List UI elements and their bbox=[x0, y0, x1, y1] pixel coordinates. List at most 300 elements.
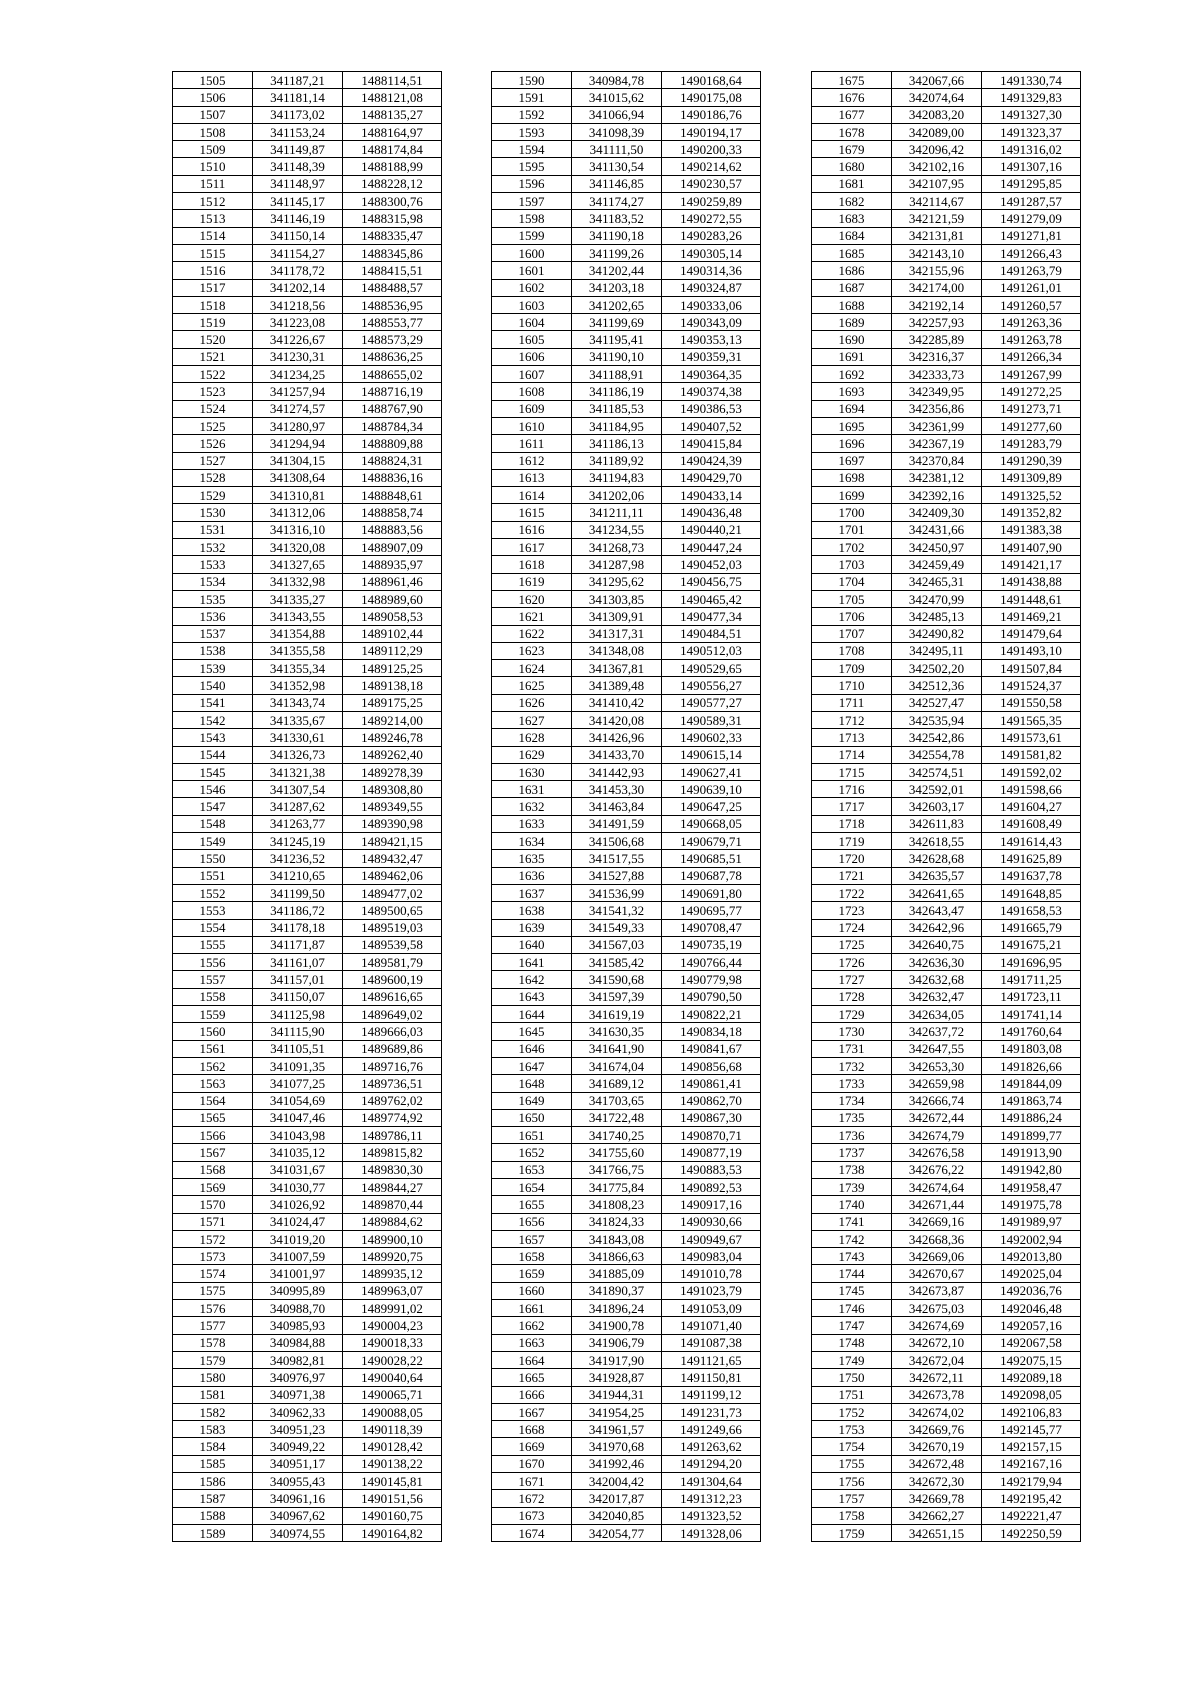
point-number-cell: 1670 bbox=[492, 1455, 572, 1472]
y-coordinate-cell: 1490436,48 bbox=[662, 504, 761, 521]
point-number-cell: 1642 bbox=[492, 971, 572, 988]
y-coordinate-cell: 1489390,98 bbox=[343, 815, 442, 832]
x-coordinate-cell: 342669,78 bbox=[892, 1490, 982, 1507]
x-coordinate-cell: 341015,62 bbox=[572, 89, 662, 106]
point-number-cell: 1744 bbox=[812, 1265, 892, 1282]
point-number-cell: 1572 bbox=[173, 1230, 253, 1247]
x-coordinate-cell: 341130,54 bbox=[572, 158, 662, 175]
y-coordinate-cell: 1492075,15 bbox=[982, 1351, 1081, 1368]
x-coordinate-cell: 342459,49 bbox=[892, 556, 982, 573]
point-number-cell: 1703 bbox=[812, 556, 892, 573]
y-coordinate-cell: 1490465,42 bbox=[662, 590, 761, 607]
point-number-cell: 1520 bbox=[173, 331, 253, 348]
y-coordinate-cell: 1490639,10 bbox=[662, 781, 761, 798]
x-coordinate-cell: 342096,42 bbox=[892, 141, 982, 158]
point-number-cell: 1700 bbox=[812, 504, 892, 521]
table-row bbox=[812, 954, 1081, 971]
x-coordinate-cell: 342356,86 bbox=[892, 400, 982, 417]
table-row bbox=[812, 1075, 1081, 1092]
point-number-cell: 1507 bbox=[173, 106, 253, 123]
x-coordinate-cell: 341330,61 bbox=[253, 729, 343, 746]
y-coordinate-cell: 1491290,39 bbox=[982, 452, 1081, 469]
point-number-cell: 1743 bbox=[812, 1248, 892, 1265]
point-number-cell: 1569 bbox=[173, 1179, 253, 1196]
y-coordinate-cell: 1491279,09 bbox=[982, 210, 1081, 227]
x-coordinate-cell: 341320,08 bbox=[253, 539, 343, 556]
x-coordinate-cell: 341294,94 bbox=[253, 435, 343, 452]
table-row bbox=[173, 106, 442, 123]
x-coordinate-cell: 341157,01 bbox=[253, 971, 343, 988]
y-coordinate-cell: 1490359,31 bbox=[662, 348, 761, 365]
y-coordinate-cell: 1489649,02 bbox=[343, 1006, 442, 1023]
point-number-cell: 1648 bbox=[492, 1075, 572, 1092]
point-number-cell: 1745 bbox=[812, 1282, 892, 1299]
table-row bbox=[492, 971, 761, 988]
y-coordinate-cell: 1492036,76 bbox=[982, 1282, 1081, 1299]
point-number-cell: 1546 bbox=[173, 781, 253, 798]
table-row bbox=[492, 815, 761, 832]
y-coordinate-cell: 1489666,03 bbox=[343, 1023, 442, 1040]
point-number-cell: 1692 bbox=[812, 366, 892, 383]
x-coordinate-cell: 341174,27 bbox=[572, 193, 662, 210]
y-coordinate-cell: 1490529,65 bbox=[662, 660, 761, 677]
point-number-cell: 1596 bbox=[492, 175, 572, 192]
point-number-cell: 1679 bbox=[812, 141, 892, 158]
x-coordinate-cell: 341181,14 bbox=[253, 89, 343, 106]
x-coordinate-cell: 341335,67 bbox=[253, 711, 343, 728]
y-coordinate-cell: 1490779,98 bbox=[662, 971, 761, 988]
x-coordinate-cell: 340962,33 bbox=[253, 1403, 343, 1420]
x-coordinate-cell: 341184,95 bbox=[572, 417, 662, 434]
y-coordinate-cell: 1489477,02 bbox=[343, 884, 442, 901]
x-coordinate-cell: 341153,24 bbox=[253, 123, 343, 140]
table-row bbox=[812, 711, 1081, 728]
table-row bbox=[173, 314, 442, 331]
point-number-cell: 1543 bbox=[173, 729, 253, 746]
x-coordinate-cell: 342370,84 bbox=[892, 452, 982, 469]
y-coordinate-cell: 1492089,18 bbox=[982, 1369, 1081, 1386]
x-coordinate-cell: 342676,22 bbox=[892, 1161, 982, 1178]
point-number-cell: 1581 bbox=[173, 1386, 253, 1403]
x-coordinate-cell: 342485,13 bbox=[892, 608, 982, 625]
table-row bbox=[173, 1265, 442, 1282]
x-coordinate-cell: 340971,38 bbox=[253, 1386, 343, 1403]
table-row bbox=[812, 1092, 1081, 1109]
y-coordinate-cell: 1491010,78 bbox=[662, 1265, 761, 1282]
point-number-cell: 1598 bbox=[492, 210, 572, 227]
y-coordinate-cell: 1491087,38 bbox=[662, 1334, 761, 1351]
point-number-cell: 1640 bbox=[492, 936, 572, 953]
point-number-cell: 1726 bbox=[812, 954, 892, 971]
y-coordinate-cell: 1490040,64 bbox=[343, 1369, 442, 1386]
x-coordinate-cell: 341352,98 bbox=[253, 677, 343, 694]
x-coordinate-cell: 341150,14 bbox=[253, 227, 343, 244]
table-row bbox=[812, 590, 1081, 607]
point-number-cell: 1563 bbox=[173, 1075, 253, 1092]
y-coordinate-cell: 1488488,57 bbox=[343, 279, 442, 296]
table-row bbox=[812, 1248, 1081, 1265]
x-coordinate-cell: 342632,68 bbox=[892, 971, 982, 988]
point-number-cell: 1549 bbox=[173, 833, 253, 850]
x-coordinate-cell: 341226,67 bbox=[253, 331, 343, 348]
table-row bbox=[173, 1161, 442, 1178]
point-number-cell: 1636 bbox=[492, 867, 572, 884]
table-row bbox=[492, 556, 761, 573]
table-row bbox=[812, 608, 1081, 625]
table-row bbox=[173, 1300, 442, 1317]
x-coordinate-cell: 342495,11 bbox=[892, 642, 982, 659]
y-coordinate-cell: 1491294,20 bbox=[662, 1455, 761, 1472]
x-coordinate-cell: 342040,85 bbox=[572, 1507, 662, 1524]
y-coordinate-cell: 1491261,01 bbox=[982, 279, 1081, 296]
y-coordinate-cell: 1491263,79 bbox=[982, 262, 1081, 279]
table-row bbox=[173, 694, 442, 711]
table-row bbox=[173, 1334, 442, 1351]
y-coordinate-cell: 1490892,53 bbox=[662, 1179, 761, 1196]
table-row bbox=[173, 763, 442, 780]
x-coordinate-cell: 341866,63 bbox=[572, 1248, 662, 1265]
y-coordinate-cell: 1490374,38 bbox=[662, 383, 761, 400]
table-row bbox=[812, 642, 1081, 659]
x-coordinate-cell: 341171,87 bbox=[253, 936, 343, 953]
point-number-cell: 1618 bbox=[492, 556, 572, 573]
point-number-cell: 1674 bbox=[492, 1524, 572, 1541]
point-number-cell: 1715 bbox=[812, 763, 892, 780]
x-coordinate-cell: 341536,99 bbox=[572, 884, 662, 901]
table-row bbox=[173, 452, 442, 469]
table-row bbox=[492, 1369, 761, 1386]
y-coordinate-cell: 1489815,82 bbox=[343, 1144, 442, 1161]
point-number-cell: 1631 bbox=[492, 781, 572, 798]
table-row bbox=[173, 123, 442, 140]
y-coordinate-cell: 1491550,58 bbox=[982, 694, 1081, 711]
table-row bbox=[492, 89, 761, 106]
y-coordinate-cell: 1490870,71 bbox=[662, 1127, 761, 1144]
table-row bbox=[812, 175, 1081, 192]
x-coordinate-cell: 342349,95 bbox=[892, 383, 982, 400]
y-coordinate-cell: 1492195,42 bbox=[982, 1490, 1081, 1507]
y-coordinate-cell: 1490695,77 bbox=[662, 902, 761, 919]
point-number-cell: 1659 bbox=[492, 1265, 572, 1282]
table-row bbox=[812, 331, 1081, 348]
point-number-cell: 1655 bbox=[492, 1196, 572, 1213]
x-coordinate-cell: 341890,37 bbox=[572, 1282, 662, 1299]
table-row bbox=[173, 746, 442, 763]
x-coordinate-cell: 342502,20 bbox=[892, 660, 982, 677]
point-number-cell: 1590 bbox=[492, 72, 572, 89]
y-coordinate-cell: 1492002,94 bbox=[982, 1230, 1081, 1247]
point-number-cell: 1669 bbox=[492, 1438, 572, 1455]
y-coordinate-cell: 1491263,78 bbox=[982, 331, 1081, 348]
x-coordinate-cell: 341453,30 bbox=[572, 781, 662, 798]
point-number-cell: 1545 bbox=[173, 763, 253, 780]
point-number-cell: 1509 bbox=[173, 141, 253, 158]
point-number-cell: 1720 bbox=[812, 850, 892, 867]
x-coordinate-cell: 341491,59 bbox=[572, 815, 662, 832]
x-coordinate-cell: 342121,59 bbox=[892, 210, 982, 227]
table-row bbox=[173, 1179, 442, 1196]
point-number-cell: 1540 bbox=[173, 677, 253, 694]
point-number-cell: 1647 bbox=[492, 1057, 572, 1074]
x-coordinate-cell: 340951,17 bbox=[253, 1455, 343, 1472]
y-coordinate-cell: 1490429,70 bbox=[662, 469, 761, 486]
x-coordinate-cell: 341149,87 bbox=[253, 141, 343, 158]
y-coordinate-cell: 1490168,64 bbox=[662, 72, 761, 89]
table-row bbox=[173, 1109, 442, 1126]
x-coordinate-cell: 341597,39 bbox=[572, 988, 662, 1005]
x-coordinate-cell: 342651,15 bbox=[892, 1524, 982, 1541]
table-row bbox=[812, 1144, 1081, 1161]
x-coordinate-cell: 341885,09 bbox=[572, 1265, 662, 1282]
y-coordinate-cell: 1491448,61 bbox=[982, 590, 1081, 607]
y-coordinate-cell: 1488636,25 bbox=[343, 348, 442, 365]
x-coordinate-cell: 341287,62 bbox=[253, 798, 343, 815]
y-coordinate-cell: 1489844,27 bbox=[343, 1179, 442, 1196]
point-number-cell: 1701 bbox=[812, 521, 892, 538]
x-coordinate-cell: 341335,27 bbox=[253, 590, 343, 607]
point-number-cell: 1680 bbox=[812, 158, 892, 175]
table-row bbox=[492, 158, 761, 175]
y-coordinate-cell: 1491383,38 bbox=[982, 521, 1081, 538]
point-number-cell: 1675 bbox=[812, 72, 892, 89]
x-coordinate-cell: 341202,06 bbox=[572, 487, 662, 504]
table-row bbox=[812, 1127, 1081, 1144]
table-row bbox=[812, 798, 1081, 815]
table-row bbox=[492, 729, 761, 746]
point-number-cell: 1605 bbox=[492, 331, 572, 348]
point-number-cell: 1552 bbox=[173, 884, 253, 901]
table-row bbox=[812, 833, 1081, 850]
table-row bbox=[492, 746, 761, 763]
table-row bbox=[812, 1179, 1081, 1196]
table-row bbox=[173, 469, 442, 486]
point-number-cell: 1619 bbox=[492, 573, 572, 590]
x-coordinate-cell: 341906,79 bbox=[572, 1334, 662, 1351]
table-row bbox=[492, 1317, 761, 1334]
x-coordinate-cell: 341970,68 bbox=[572, 1438, 662, 1455]
table-row bbox=[812, 1161, 1081, 1178]
y-coordinate-cell: 1491479,64 bbox=[982, 625, 1081, 642]
y-coordinate-cell: 1489246,78 bbox=[343, 729, 442, 746]
table-row bbox=[492, 954, 761, 971]
table-row bbox=[492, 1023, 761, 1040]
y-coordinate-cell: 1490834,18 bbox=[662, 1023, 761, 1040]
table-row bbox=[812, 1282, 1081, 1299]
x-coordinate-cell: 341047,46 bbox=[253, 1109, 343, 1126]
x-coordinate-cell: 341896,24 bbox=[572, 1300, 662, 1317]
point-number-cell: 1717 bbox=[812, 798, 892, 815]
table-row bbox=[173, 833, 442, 850]
point-number-cell: 1694 bbox=[812, 400, 892, 417]
y-coordinate-cell: 1488174,84 bbox=[343, 141, 442, 158]
point-number-cell: 1555 bbox=[173, 936, 253, 953]
x-coordinate-cell: 342669,06 bbox=[892, 1248, 982, 1265]
y-coordinate-cell: 1489935,12 bbox=[343, 1265, 442, 1282]
table-row bbox=[492, 1265, 761, 1282]
x-coordinate-cell: 341188,91 bbox=[572, 366, 662, 383]
y-coordinate-cell: 1490214,62 bbox=[662, 158, 761, 175]
point-number-cell: 1672 bbox=[492, 1490, 572, 1507]
x-coordinate-cell: 342074,64 bbox=[892, 89, 982, 106]
y-coordinate-cell: 1490028,22 bbox=[343, 1351, 442, 1368]
table-row bbox=[173, 590, 442, 607]
x-coordinate-cell: 342431,66 bbox=[892, 521, 982, 538]
table-row bbox=[492, 1351, 761, 1368]
y-coordinate-cell: 1491604,27 bbox=[982, 798, 1081, 815]
table-row bbox=[812, 1334, 1081, 1351]
table-row bbox=[173, 227, 442, 244]
point-number-cell: 1617 bbox=[492, 539, 572, 556]
table-row bbox=[492, 1213, 761, 1230]
y-coordinate-cell: 1490138,22 bbox=[343, 1455, 442, 1472]
y-coordinate-cell: 1488655,02 bbox=[343, 366, 442, 383]
x-coordinate-cell: 341105,51 bbox=[253, 1040, 343, 1057]
point-number-cell: 1731 bbox=[812, 1040, 892, 1057]
x-coordinate-cell: 341463,84 bbox=[572, 798, 662, 815]
point-number-cell: 1697 bbox=[812, 452, 892, 469]
table-row bbox=[492, 1282, 761, 1299]
table-row bbox=[492, 608, 761, 625]
point-number-cell: 1523 bbox=[173, 383, 253, 400]
table-row bbox=[812, 400, 1081, 417]
x-coordinate-cell: 341590,68 bbox=[572, 971, 662, 988]
x-coordinate-cell: 341722,48 bbox=[572, 1109, 662, 1126]
x-coordinate-cell: 342611,83 bbox=[892, 815, 982, 832]
x-coordinate-cell: 341775,84 bbox=[572, 1179, 662, 1196]
y-coordinate-cell: 1491493,10 bbox=[982, 642, 1081, 659]
x-coordinate-cell: 341312,06 bbox=[253, 504, 343, 521]
y-coordinate-cell: 1489278,39 bbox=[343, 763, 442, 780]
point-number-cell: 1592 bbox=[492, 106, 572, 123]
y-coordinate-cell: 1489920,75 bbox=[343, 1248, 442, 1265]
table-row bbox=[173, 919, 442, 936]
point-number-cell: 1521 bbox=[173, 348, 253, 365]
table-row bbox=[812, 1006, 1081, 1023]
y-coordinate-cell: 1491260,57 bbox=[982, 296, 1081, 313]
table-row bbox=[812, 988, 1081, 1005]
x-coordinate-cell: 341354,88 bbox=[253, 625, 343, 642]
point-number-cell: 1575 bbox=[173, 1282, 253, 1299]
y-coordinate-cell: 1491421,17 bbox=[982, 556, 1081, 573]
table-row bbox=[812, 884, 1081, 901]
x-coordinate-cell: 342527,47 bbox=[892, 694, 982, 711]
table-row bbox=[492, 884, 761, 901]
point-number-cell: 1741 bbox=[812, 1213, 892, 1230]
table-row bbox=[492, 227, 761, 244]
table-row bbox=[492, 452, 761, 469]
table-row bbox=[812, 625, 1081, 642]
y-coordinate-cell: 1491329,83 bbox=[982, 89, 1081, 106]
point-number-cell: 1664 bbox=[492, 1351, 572, 1368]
x-coordinate-cell: 342674,64 bbox=[892, 1179, 982, 1196]
y-coordinate-cell: 1490822,21 bbox=[662, 1006, 761, 1023]
x-coordinate-cell: 341173,02 bbox=[253, 106, 343, 123]
point-number-cell: 1628 bbox=[492, 729, 572, 746]
point-number-cell: 1580 bbox=[173, 1369, 253, 1386]
y-coordinate-cell: 1490679,71 bbox=[662, 833, 761, 850]
point-number-cell: 1524 bbox=[173, 400, 253, 417]
table-row bbox=[812, 417, 1081, 434]
y-coordinate-cell: 1490259,89 bbox=[662, 193, 761, 210]
table-row bbox=[173, 487, 442, 504]
y-coordinate-cell: 1490314,36 bbox=[662, 262, 761, 279]
x-coordinate-cell: 341433,70 bbox=[572, 746, 662, 763]
x-coordinate-cell: 342089,00 bbox=[892, 123, 982, 140]
x-coordinate-cell: 341030,77 bbox=[253, 1179, 343, 1196]
y-coordinate-cell: 1491327,30 bbox=[982, 106, 1081, 123]
table-row bbox=[492, 1196, 761, 1213]
table-row bbox=[173, 1075, 442, 1092]
point-number-cell: 1730 bbox=[812, 1023, 892, 1040]
y-coordinate-cell: 1490333,06 bbox=[662, 296, 761, 313]
point-number-cell: 1522 bbox=[173, 366, 253, 383]
point-number-cell: 1710 bbox=[812, 677, 892, 694]
table-row bbox=[812, 1196, 1081, 1213]
y-coordinate-cell: 1491863,74 bbox=[982, 1092, 1081, 1109]
x-coordinate-cell: 341808,23 bbox=[572, 1196, 662, 1213]
point-number-cell: 1564 bbox=[173, 1092, 253, 1109]
y-coordinate-cell: 1491524,37 bbox=[982, 677, 1081, 694]
table-row bbox=[492, 850, 761, 867]
point-number-cell: 1747 bbox=[812, 1317, 892, 1334]
point-number-cell: 1553 bbox=[173, 902, 253, 919]
y-coordinate-cell: 1488114,51 bbox=[343, 72, 442, 89]
y-coordinate-cell: 1488824,31 bbox=[343, 452, 442, 469]
point-number-cell: 1749 bbox=[812, 1351, 892, 1368]
x-coordinate-cell: 342641,65 bbox=[892, 884, 982, 901]
table-row bbox=[173, 988, 442, 1005]
y-coordinate-cell: 1491803,08 bbox=[982, 1040, 1081, 1057]
table-row bbox=[173, 141, 442, 158]
y-coordinate-cell: 1492179,94 bbox=[982, 1473, 1081, 1490]
x-coordinate-cell: 341178,18 bbox=[253, 919, 343, 936]
table-row bbox=[492, 833, 761, 850]
x-coordinate-cell: 341343,74 bbox=[253, 694, 343, 711]
table-row bbox=[173, 539, 442, 556]
point-number-cell: 1577 bbox=[173, 1317, 253, 1334]
x-coordinate-cell: 341326,73 bbox=[253, 746, 343, 763]
x-coordinate-cell: 341630,35 bbox=[572, 1023, 662, 1040]
x-coordinate-cell: 342316,37 bbox=[892, 348, 982, 365]
point-number-cell: 1607 bbox=[492, 366, 572, 383]
y-coordinate-cell: 1489963,07 bbox=[343, 1282, 442, 1299]
x-coordinate-cell: 341185,53 bbox=[572, 400, 662, 417]
table-row bbox=[492, 1473, 761, 1490]
point-number-cell: 1643 bbox=[492, 988, 572, 1005]
table-row bbox=[492, 1248, 761, 1265]
point-number-cell: 1689 bbox=[812, 314, 892, 331]
y-coordinate-cell: 1489991,02 bbox=[343, 1300, 442, 1317]
table-row bbox=[492, 711, 761, 728]
point-number-cell: 1678 bbox=[812, 123, 892, 140]
x-coordinate-cell: 341031,67 bbox=[253, 1161, 343, 1178]
x-coordinate-cell: 341187,21 bbox=[253, 72, 343, 89]
point-number-cell: 1593 bbox=[492, 123, 572, 140]
x-coordinate-cell: 342671,44 bbox=[892, 1196, 982, 1213]
point-number-cell: 1657 bbox=[492, 1230, 572, 1247]
x-coordinate-cell: 341420,08 bbox=[572, 711, 662, 728]
point-number-cell: 1667 bbox=[492, 1403, 572, 1420]
x-coordinate-cell: 342672,44 bbox=[892, 1109, 982, 1126]
y-coordinate-cell: 1488809,88 bbox=[343, 435, 442, 452]
x-coordinate-cell: 341766,75 bbox=[572, 1161, 662, 1178]
y-coordinate-cell: 1490407,52 bbox=[662, 417, 761, 434]
y-coordinate-cell: 1490175,08 bbox=[662, 89, 761, 106]
point-number-cell: 1666 bbox=[492, 1386, 572, 1403]
point-number-cell: 1532 bbox=[173, 539, 253, 556]
table-row bbox=[173, 1438, 442, 1455]
table-row bbox=[173, 1144, 442, 1161]
